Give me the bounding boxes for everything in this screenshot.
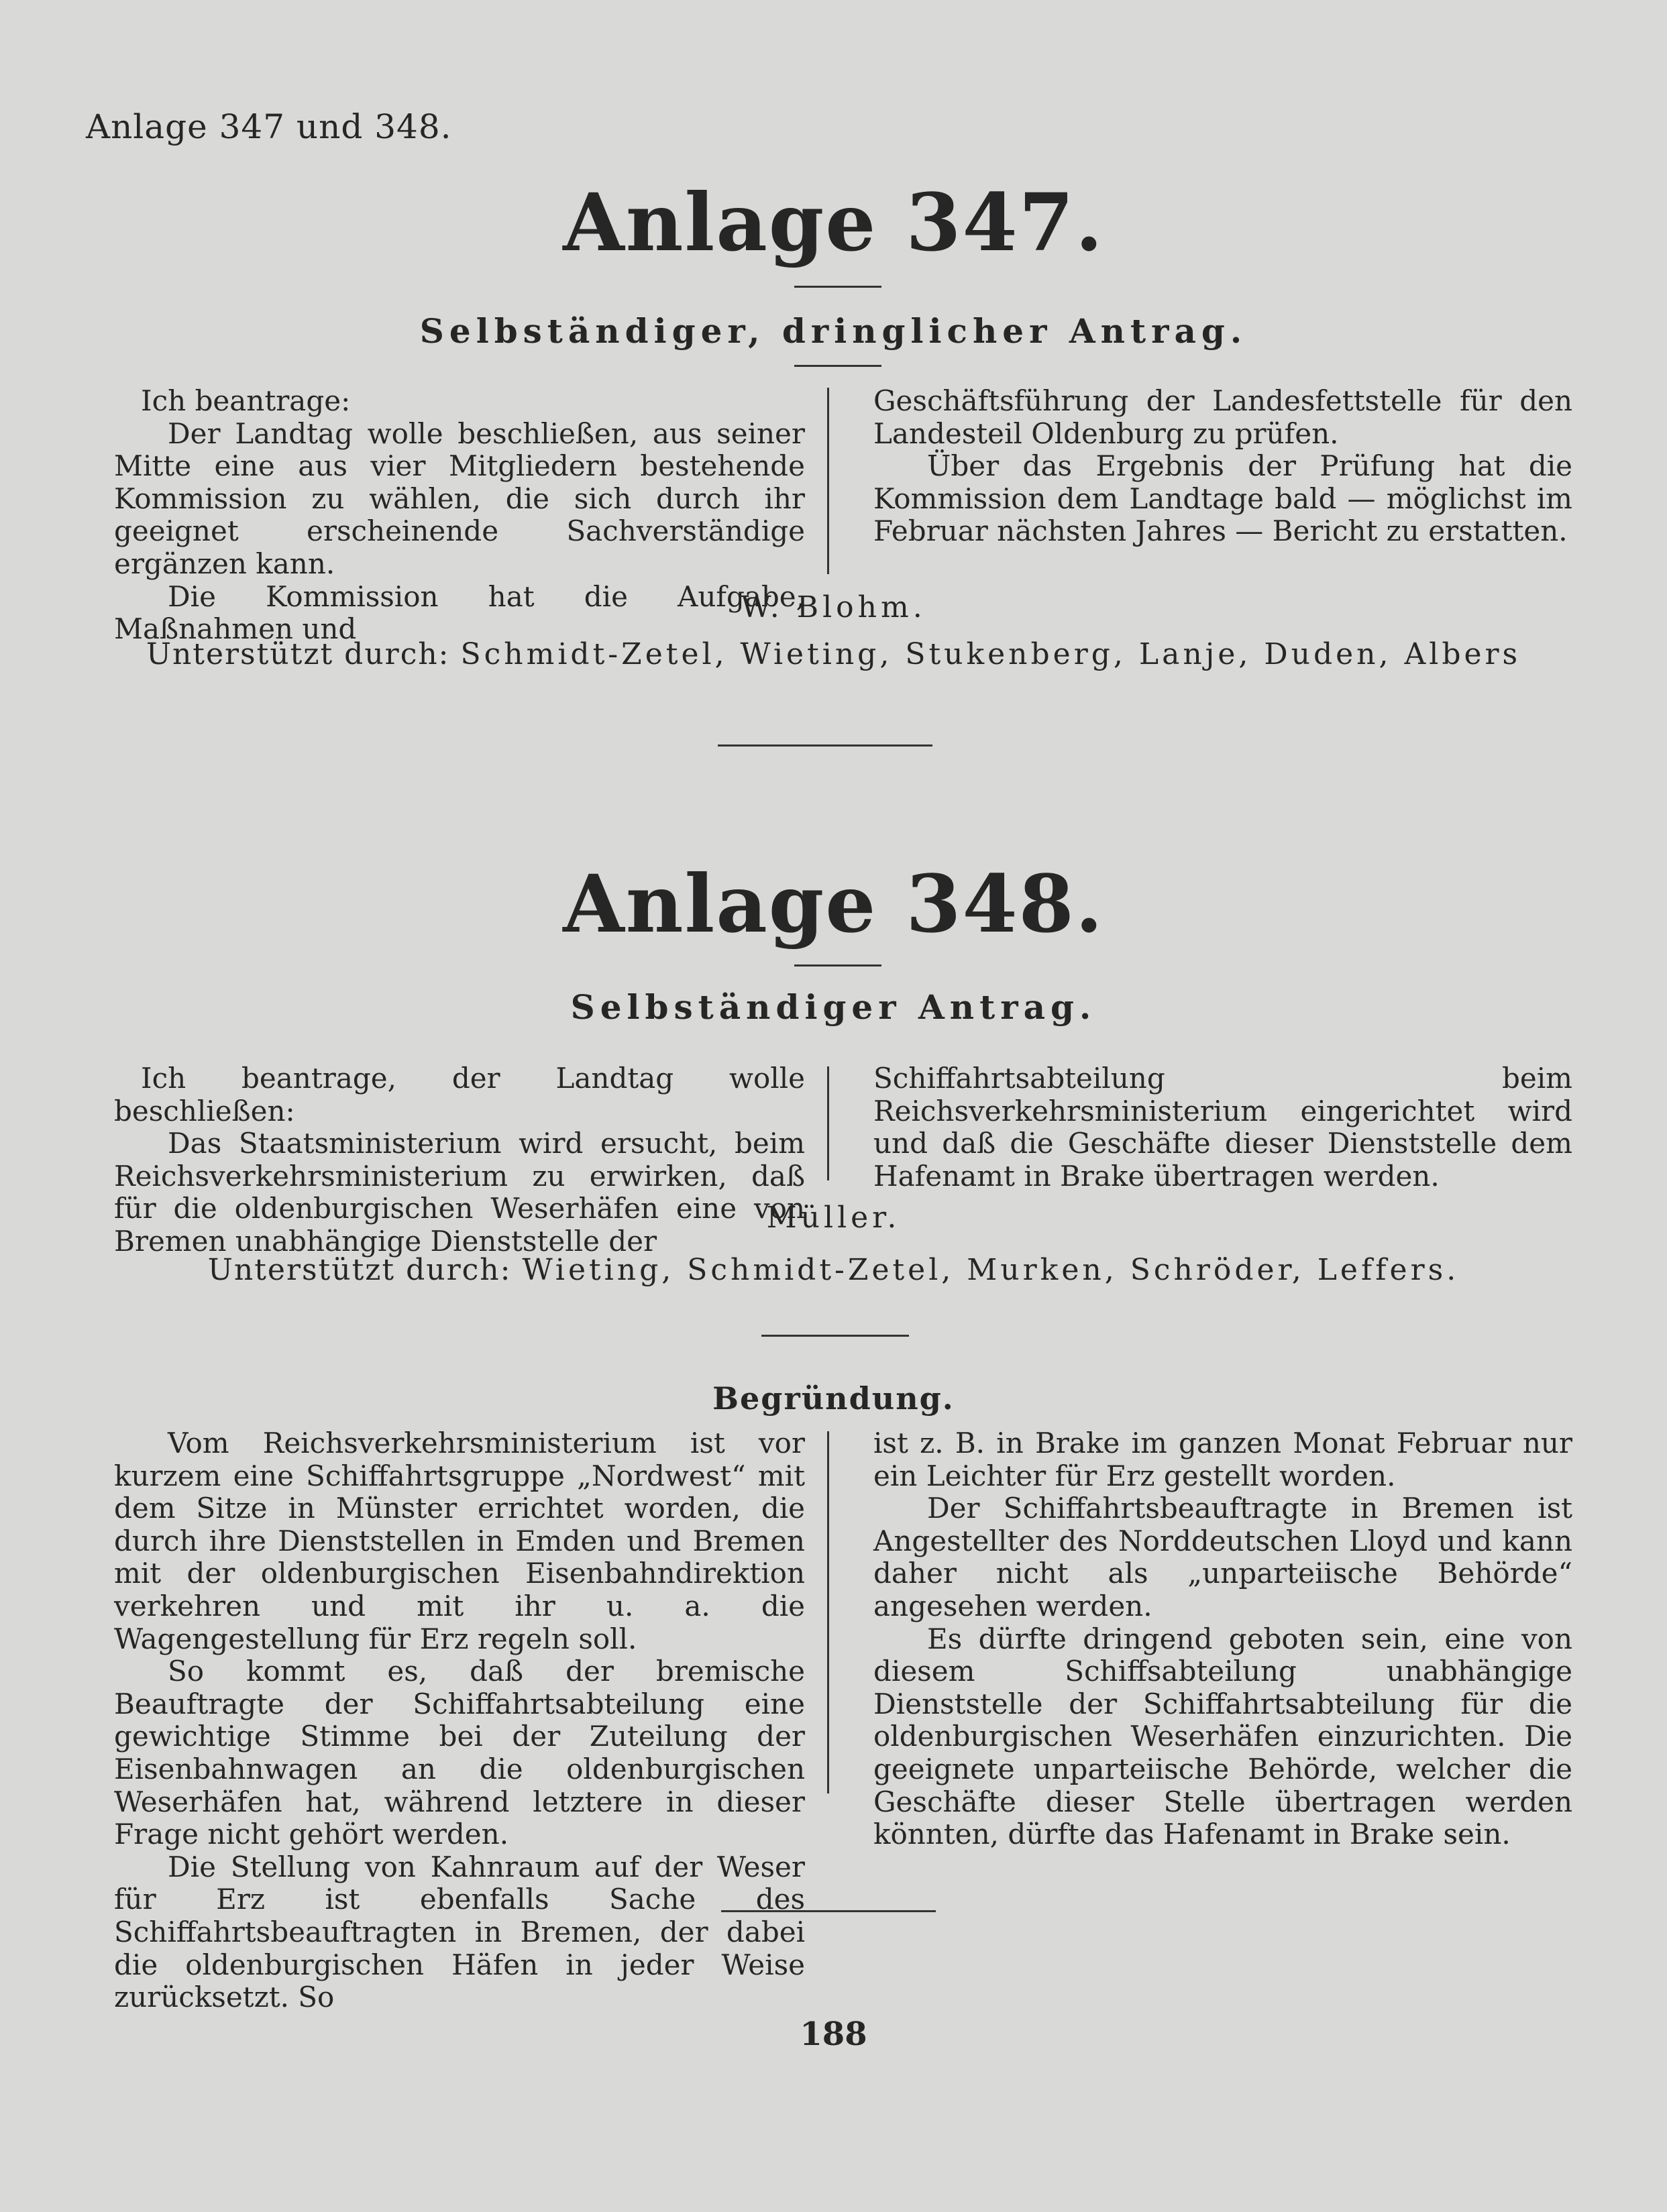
begruendung-heading: Begründung. bbox=[712, 1380, 955, 1417]
paragraph: Es dürfte dringend geboten sein, eine von diesem Schiffsabteilung unabhängige Dienststelle der Schiffahrtsabteilung für die oldenburgischen Weserhäfen einzurichten. Die geeignete unparteiische Behörde, welcher die Geschäfte dieser Stelle übertragen werden könnten, dürfte das Hafenamt in Brake sein. bbox=[873, 1622, 1572, 1851]
support-names: Wieting, Schmidt-Zetel, Murken, Schröder, Leffers. bbox=[522, 1253, 1460, 1287]
paragraph: Das Staatsministerium wird ersucht, beim Reichsverkehrsministerium zu erwirken, daß für die oldenburgischen Weserhäfen eine von Bremen unabhängige Dienststelle der bbox=[114, 1127, 805, 1258]
paragraph: Schiffahrtsabteilung beim Reichsverkehrsministerium eingerichtet wird und daß die Geschäfte dieser Dienststelle dem Hafenamt in Brake übertragen werden. bbox=[873, 1062, 1572, 1193]
anlage-347-signature: W. Blohm. bbox=[741, 590, 926, 624]
title-rule bbox=[794, 964, 881, 966]
support-label: Unterstützt durch: bbox=[146, 637, 450, 671]
begruendung-right-column bbox=[873, 1427, 1572, 1851]
paragraph: Die Kommission hat die Aufgabe, Maßnahmen und bbox=[114, 579, 805, 646]
anlage-348-supporters bbox=[0, 1253, 1667, 1287]
anlage-347-right-column bbox=[873, 385, 1572, 548]
end-divider bbox=[721, 1910, 936, 1912]
paragraph: Ich beantrage, der Landtag wolle beschließen: bbox=[114, 1062, 805, 1127]
page-number: 188 bbox=[800, 2015, 867, 2053]
paragraph: Geschäftsführung der Landesfettstelle für den Landesteil Oldenburg zu prüfen. bbox=[873, 384, 1572, 450]
anlage-347-title: Anlage 347. bbox=[563, 176, 1104, 269]
anlage-348-subtitle: Selbständiger Antrag. bbox=[570, 987, 1097, 1027]
column-divider bbox=[827, 388, 829, 574]
support-names: Schmidt-Zetel, Wieting, Stukenberg, Lanje, Duden, Albers bbox=[460, 637, 1521, 671]
support-label: Unterstützt durch: bbox=[207, 1253, 512, 1287]
column-divider bbox=[827, 1431, 829, 1793]
running-head: Anlage 347 und 348. bbox=[86, 107, 452, 146]
anlage-348-right-column bbox=[873, 1062, 1572, 1193]
anlage-348-title: Anlage 348. bbox=[563, 857, 1104, 950]
paragraph: Vom Reichsverkehrsministerium ist vor kurzem eine Schiffahrtsgruppe „Nordwest“ mit dem Sitze in Münster errichtet worden, die durch ihre Dienststellen in Emden und Bremen mit der oldenburgischen Eisenbahndirektion verkehren und mit ihr u. a. die Wagengestellung für Erz regeln soll. bbox=[114, 1427, 805, 1655]
anlage-347-subtitle: Selbständiger, dringlicher Antrag. bbox=[419, 311, 1248, 351]
paragraph: So kommt es, daß der bremische Beauftragte der Schiffahrtsabteilung eine gewichtige Stimme bei der Zuteilung der Eisenbahnwagen an die oldenburgischen Weserhäfen hat, während letztere in dieser Frage nicht gehört werden. bbox=[114, 1655, 805, 1851]
paragraph: Über das Ergebnis der Prüfung hat die Kommission dem Landtage bald — möglichst im Februar nächsten Jahres — Bericht zu erstatten. bbox=[873, 449, 1572, 548]
paragraph: Der Landtag wolle beschließen, aus seiner Mitte eine aus vier Mitgliedern bestehende Kommission zu wählen, die sich durch ihr geeignet erscheinende Sachverständige ergänzen kann. bbox=[114, 417, 805, 580]
paragraph: Der Schiffahrtsbeauftragte in Bremen ist Angestellter des Norddeutschen Lloyd und kann daher nicht als „unparteiische Behörde“ angesehen werden. bbox=[873, 1492, 1572, 1622]
title-rule bbox=[794, 286, 881, 288]
anlage-347-supporters bbox=[0, 637, 1667, 671]
column-divider bbox=[827, 1066, 829, 1180]
section-divider bbox=[718, 744, 932, 746]
anlage-348-signature: Müller. bbox=[766, 1201, 901, 1235]
begruendung-left-column bbox=[114, 1427, 805, 2014]
paragraph: ist z. B. in Brake im ganzen Monat Februar nur ein Leichter für Erz gestellt worden. bbox=[873, 1427, 1572, 1492]
subtitle-rule bbox=[794, 365, 881, 367]
paragraph: Ich beantrage: bbox=[141, 384, 351, 417]
section-divider bbox=[761, 1335, 909, 1337]
paragraph: Die Stellung von Kahnraum auf der Weser für Erz ist ebenfalls Sache des Schiffahrtsbeauftragten in Bremen, der dabei die oldenburgischen Häfen in jeder Weise zurücksetzt. So bbox=[114, 1850, 805, 2014]
